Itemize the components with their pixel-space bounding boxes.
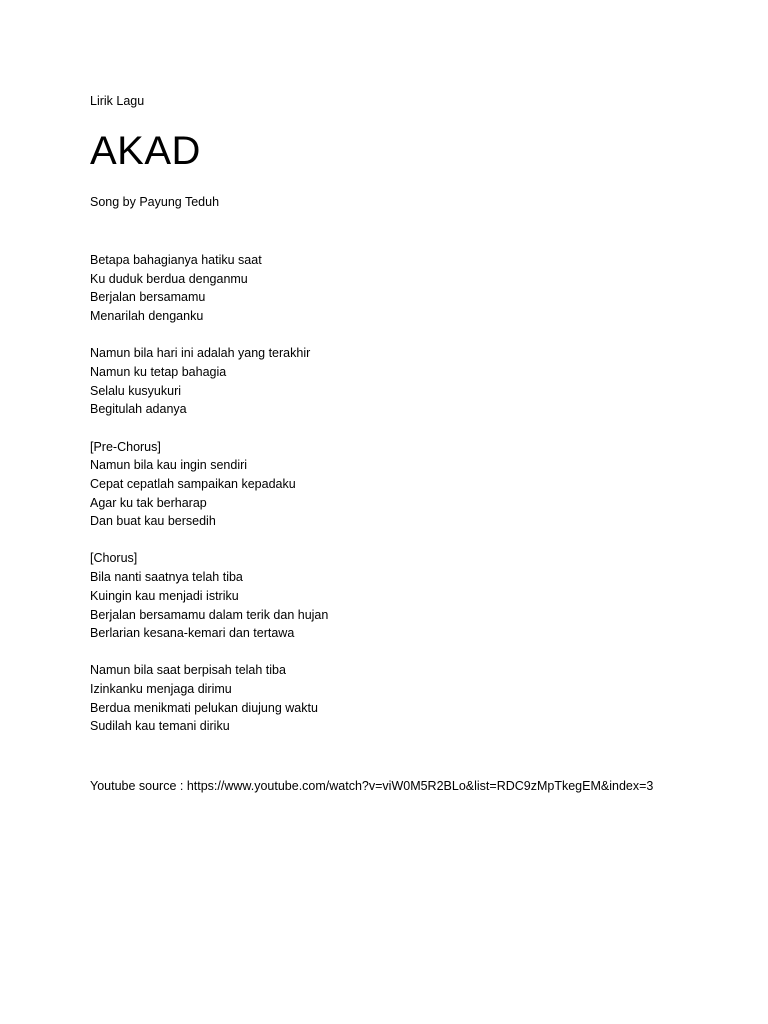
youtube-source: Youtube source : https://www.youtube.com/watch?v=viW0M5R2BLo&list=RDC9zMpTkegEM&index=3	[90, 779, 654, 793]
lyric-line: Agar ku tak berharap	[90, 495, 207, 510]
song-byline: Song by Payung Teduh	[90, 195, 220, 209]
lyric-line: Namun ku tetap bahagia	[90, 364, 227, 379]
lyric-line: Berdua menikmati pelukan diujung waktu	[90, 700, 318, 715]
lyric-line: Berlarian kesana-kemari dan tertawa	[90, 626, 295, 641]
lyric-line: Namun bila hari ini adalah yang terakhir	[90, 346, 311, 361]
lyric-line: Berjalan bersamamu dalam terik dan hujan	[90, 607, 329, 622]
lyric-line: Ku duduk berdua denganmu	[90, 271, 248, 286]
section-label: [Chorus]	[90, 551, 138, 566]
lyric-line: Menarilah denganku	[90, 309, 204, 324]
section-label: [Pre-Chorus]	[90, 439, 161, 454]
stanza-pre-chorus	[90, 438, 328, 531]
lyric-line: Selalu kusyukuri	[90, 383, 182, 398]
lyric-line: Bila nanti saatnya telah tiba	[90, 570, 243, 585]
lyric-line: Izinkanku menjaga dirimu	[90, 682, 232, 697]
stanza-chorus	[90, 549, 328, 642]
stanza-verse-1	[90, 251, 328, 326]
lyrics	[90, 251, 328, 755]
pre-title: Lirik Lagu	[90, 94, 145, 108]
lyric-line: Namun bila saat berpisah telah tiba	[90, 663, 286, 678]
lyric-line: Berjalan bersamamu	[90, 290, 206, 305]
lyric-line: Namun bila kau ingin sendiri	[90, 458, 248, 473]
stanza-verse-3	[90, 661, 328, 736]
lyric-line: Betapa bahagianya hatiku saat	[90, 253, 262, 267]
lyric-line: Cepat cepatlah sampaikan kepadaku	[90, 476, 296, 491]
lyric-line: Kuingin kau menjadi istriku	[90, 588, 239, 603]
lyric-line: Sudilah kau temani diriku	[90, 719, 230, 734]
lyric-line: Begitulah adanya	[90, 402, 187, 417]
song-title: AKAD	[90, 129, 201, 173]
lyric-line: Dan buat kau bersedih	[90, 514, 216, 529]
stanza-verse-2	[90, 344, 328, 419]
